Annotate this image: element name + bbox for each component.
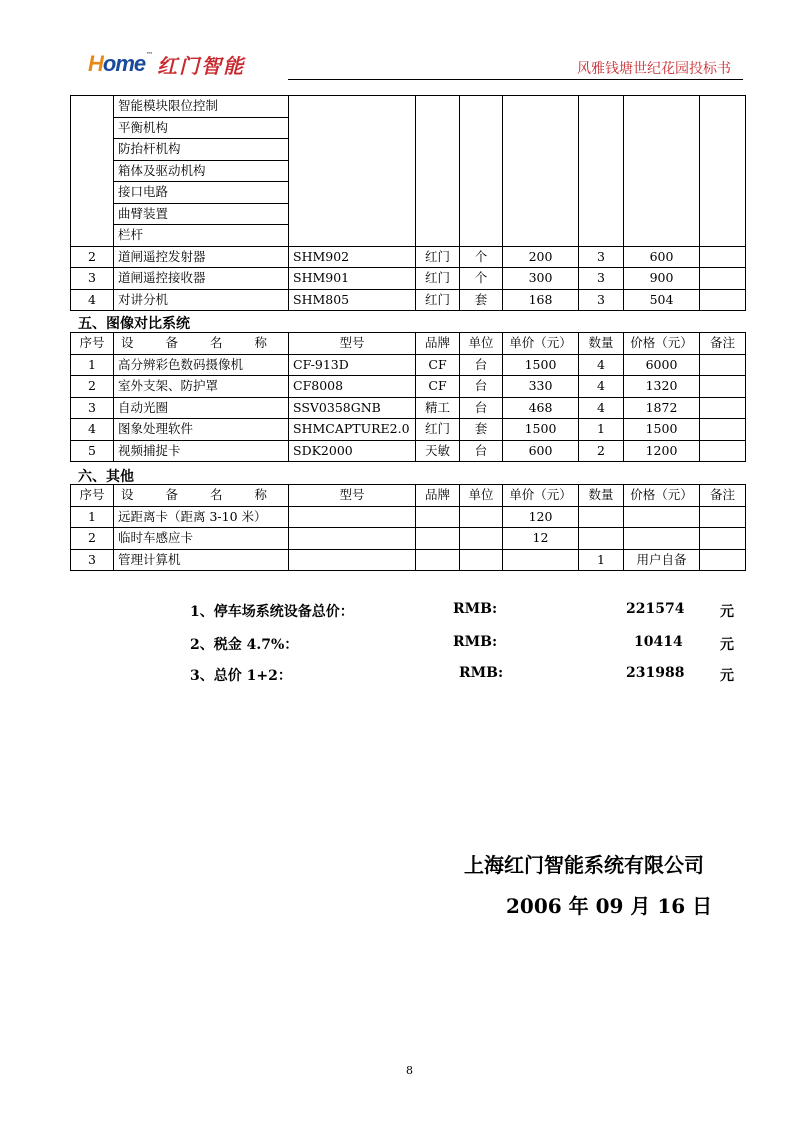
cell-price: 12 xyxy=(503,528,579,550)
cell-note xyxy=(700,268,746,290)
cell-total: 600 xyxy=(624,246,700,268)
cell-total: 1500 xyxy=(624,419,700,441)
header-qty: 数量 xyxy=(579,485,624,507)
cell-model: CF-913D xyxy=(289,354,416,376)
component-name: 箱体及驱动机构 xyxy=(114,160,289,182)
cell-qty: 1 xyxy=(579,419,624,441)
cell-unit: 个 xyxy=(460,246,503,268)
cell-no: 5 xyxy=(71,440,114,462)
cell-price: 600 xyxy=(503,440,579,462)
summary-label: 1、停车场系统设备总价： xyxy=(190,604,354,620)
table-row xyxy=(71,354,746,376)
table-row xyxy=(71,549,746,571)
header-brand: 品牌 xyxy=(416,333,460,355)
cell-no: 2 xyxy=(71,376,114,398)
header-price: 单价（元） xyxy=(503,485,579,507)
page-number: 8 xyxy=(406,1064,413,1077)
table-row xyxy=(71,419,746,441)
cell-no: 4 xyxy=(71,289,114,311)
cell-price: 1500 xyxy=(503,354,579,376)
cell-no: 4 xyxy=(71,419,114,441)
summary-unit: 元 xyxy=(720,668,734,684)
cell-brand: 红门 xyxy=(416,289,460,311)
cell-qty xyxy=(579,506,624,528)
cell-total: 用户自备 xyxy=(624,549,700,571)
cell-name: 室外支架、防护罩 xyxy=(114,376,289,398)
logo-home-text: Home xyxy=(88,51,146,76)
cell-total: 1200 xyxy=(624,440,700,462)
table-header-row xyxy=(71,485,746,507)
summary-unit: 元 xyxy=(720,604,734,620)
cell-brand: CF xyxy=(416,376,460,398)
table-row xyxy=(71,440,746,462)
cell-note xyxy=(700,96,746,247)
cell-model xyxy=(289,96,416,247)
section-title-other: 六、其他 xyxy=(78,469,134,485)
component-name: 智能模块限位控制 xyxy=(114,96,289,118)
table-row xyxy=(71,528,746,550)
company-logo xyxy=(88,50,245,78)
cell-note xyxy=(700,354,746,376)
cell-brand xyxy=(416,506,460,528)
cell-brand: 天敏 xyxy=(416,440,460,462)
cell-brand: CF xyxy=(416,354,460,376)
header-model: 型号 xyxy=(289,485,416,507)
cell-price: 200 xyxy=(503,246,579,268)
cell-model xyxy=(289,549,416,571)
cell-brand xyxy=(416,549,460,571)
table-header-row xyxy=(71,333,746,355)
cell-brand: 精工 xyxy=(416,397,460,419)
cell-unit xyxy=(460,506,503,528)
cell-total xyxy=(624,528,700,550)
cell-model: SSV0358GNB xyxy=(289,397,416,419)
cell-unit: 个 xyxy=(460,268,503,290)
cell-name: 图象处理软件 xyxy=(114,419,289,441)
header-total: 价格（元） xyxy=(624,333,700,355)
table-row xyxy=(71,268,746,290)
cell-brand: 红门 xyxy=(416,268,460,290)
cell-brand xyxy=(416,528,460,550)
summary-label: 2、税金 4.7%： xyxy=(190,637,299,653)
cell-unit: 台 xyxy=(460,354,503,376)
cell-note xyxy=(700,528,746,550)
cell-name: 对讲分机 xyxy=(114,289,289,311)
header-brand: 品牌 xyxy=(416,485,460,507)
cell-total: 6000 xyxy=(624,354,700,376)
cell-price: 168 xyxy=(503,289,579,311)
header-note: 备注 xyxy=(700,485,746,507)
component-name: 栏杆 xyxy=(114,225,289,247)
header-price: 单价（元） xyxy=(503,333,579,355)
cell-qty xyxy=(579,96,624,247)
header-model: 型号 xyxy=(289,333,416,355)
header-name: 设 备 名 称 xyxy=(114,485,289,507)
cell-note xyxy=(700,419,746,441)
cell-no: 3 xyxy=(71,397,114,419)
logo-trademark: ™ xyxy=(146,51,154,59)
cell-price: 330 xyxy=(503,376,579,398)
header-no: 序号 xyxy=(71,333,114,355)
cell-unit: 套 xyxy=(460,419,503,441)
table-row xyxy=(71,246,746,268)
summary-currency: RMB: xyxy=(453,634,498,650)
cell-unit: 套 xyxy=(460,289,503,311)
equipment-table-continued xyxy=(70,95,746,311)
section-title-image-compare: 五、图像对比系统 xyxy=(78,316,190,332)
cell-model: SHM902 xyxy=(289,246,416,268)
cell-no: 1 xyxy=(71,506,114,528)
cell-model: SHM805 xyxy=(289,289,416,311)
cell-qty: 3 xyxy=(579,289,624,311)
cell-price: 468 xyxy=(503,397,579,419)
cell-unit xyxy=(460,528,503,550)
cell-note xyxy=(700,289,746,311)
cell-total: 504 xyxy=(624,289,700,311)
summary-amount: 10414 xyxy=(634,634,683,650)
cell-no: 2 xyxy=(71,528,114,550)
cell-price xyxy=(503,96,579,247)
summary-currency: RMB: xyxy=(453,601,498,617)
document-title: 风雅钱塘世纪花园投标书 xyxy=(577,61,731,77)
cell-name: 道闸遥控接收器 xyxy=(114,268,289,290)
cell-note xyxy=(700,246,746,268)
cell-name: 视频捕捉卡 xyxy=(114,440,289,462)
header-total: 价格（元） xyxy=(624,485,700,507)
component-name: 平衡机构 xyxy=(114,117,289,139)
summary-label: 3、总价 1+2： xyxy=(190,668,292,684)
header-note: 备注 xyxy=(700,333,746,355)
cell-qty: 4 xyxy=(579,376,624,398)
component-name: 防抬杆机构 xyxy=(114,139,289,161)
cell-qty: 1 xyxy=(579,549,624,571)
header-divider xyxy=(288,79,743,80)
cell-name: 自动光圈 xyxy=(114,397,289,419)
component-row xyxy=(71,96,746,118)
cell-total xyxy=(624,96,700,247)
cell-total xyxy=(624,506,700,528)
cell-note xyxy=(700,397,746,419)
cell-no: 2 xyxy=(71,246,114,268)
summary-amount: 231988 xyxy=(626,665,685,681)
component-name: 曲臂装置 xyxy=(114,203,289,225)
cell-model xyxy=(289,528,416,550)
cell-no: 3 xyxy=(71,268,114,290)
table-row xyxy=(71,506,746,528)
cell-qty: 2 xyxy=(579,440,624,462)
logo-chinese-name: 红门智能 xyxy=(157,53,246,78)
cell-name: 管理计算机 xyxy=(114,549,289,571)
cell-note xyxy=(700,549,746,571)
cell-model: SHM901 xyxy=(289,268,416,290)
cell-qty: 4 xyxy=(579,354,624,376)
cell-note xyxy=(700,376,746,398)
cell-name: 远距离卡（距离 3-10 米） xyxy=(114,506,289,528)
cell-no: 1 xyxy=(71,354,114,376)
cell-model: SHMCAPTURE2.0 xyxy=(289,419,416,441)
company-name: 上海红门智能系统有限公司 xyxy=(464,853,704,877)
header-unit: 单位 xyxy=(460,485,503,507)
cell-brand: 红门 xyxy=(416,246,460,268)
cell-price: 1500 xyxy=(503,419,579,441)
table-row xyxy=(71,376,746,398)
cell-unit: 台 xyxy=(460,440,503,462)
page-header xyxy=(88,48,743,82)
cell-brand xyxy=(416,96,460,247)
header-name: 设 备 名 称 xyxy=(114,333,289,355)
cell-no xyxy=(71,96,114,247)
cell-price: 120 xyxy=(503,506,579,528)
cell-unit: 台 xyxy=(460,397,503,419)
cell-total: 1872 xyxy=(624,397,700,419)
cell-unit xyxy=(460,96,503,247)
cell-model: CF8008 xyxy=(289,376,416,398)
header-no: 序号 xyxy=(71,485,114,507)
summary-currency: RMB: xyxy=(459,665,504,681)
cell-no: 3 xyxy=(71,549,114,571)
cell-note xyxy=(700,506,746,528)
table-row xyxy=(71,289,746,311)
cell-price: 300 xyxy=(503,268,579,290)
cell-note xyxy=(700,440,746,462)
other-items-table xyxy=(70,484,746,571)
cell-total: 900 xyxy=(624,268,700,290)
document-date: 2006 年 09 月 16 日 xyxy=(506,894,713,918)
cell-qty xyxy=(579,528,624,550)
image-compare-table xyxy=(70,332,746,462)
cell-name: 高分辨彩色数码摄像机 xyxy=(114,354,289,376)
cell-price xyxy=(503,549,579,571)
cell-qty: 4 xyxy=(579,397,624,419)
header-unit: 单位 xyxy=(460,333,503,355)
table-row xyxy=(71,397,746,419)
cell-qty: 3 xyxy=(579,268,624,290)
cell-model: SDK2000 xyxy=(289,440,416,462)
cell-name: 临时车感应卡 xyxy=(114,528,289,550)
cell-model xyxy=(289,506,416,528)
cell-name: 道闸遥控发射器 xyxy=(114,246,289,268)
summary-amount: 221574 xyxy=(626,601,685,617)
component-name: 接口电路 xyxy=(114,182,289,204)
cell-unit xyxy=(460,549,503,571)
header-qty: 数量 xyxy=(579,333,624,355)
summary-unit: 元 xyxy=(720,637,734,653)
cell-unit: 台 xyxy=(460,376,503,398)
cell-qty: 3 xyxy=(579,246,624,268)
cell-total: 1320 xyxy=(624,376,700,398)
cell-brand: 红门 xyxy=(416,419,460,441)
